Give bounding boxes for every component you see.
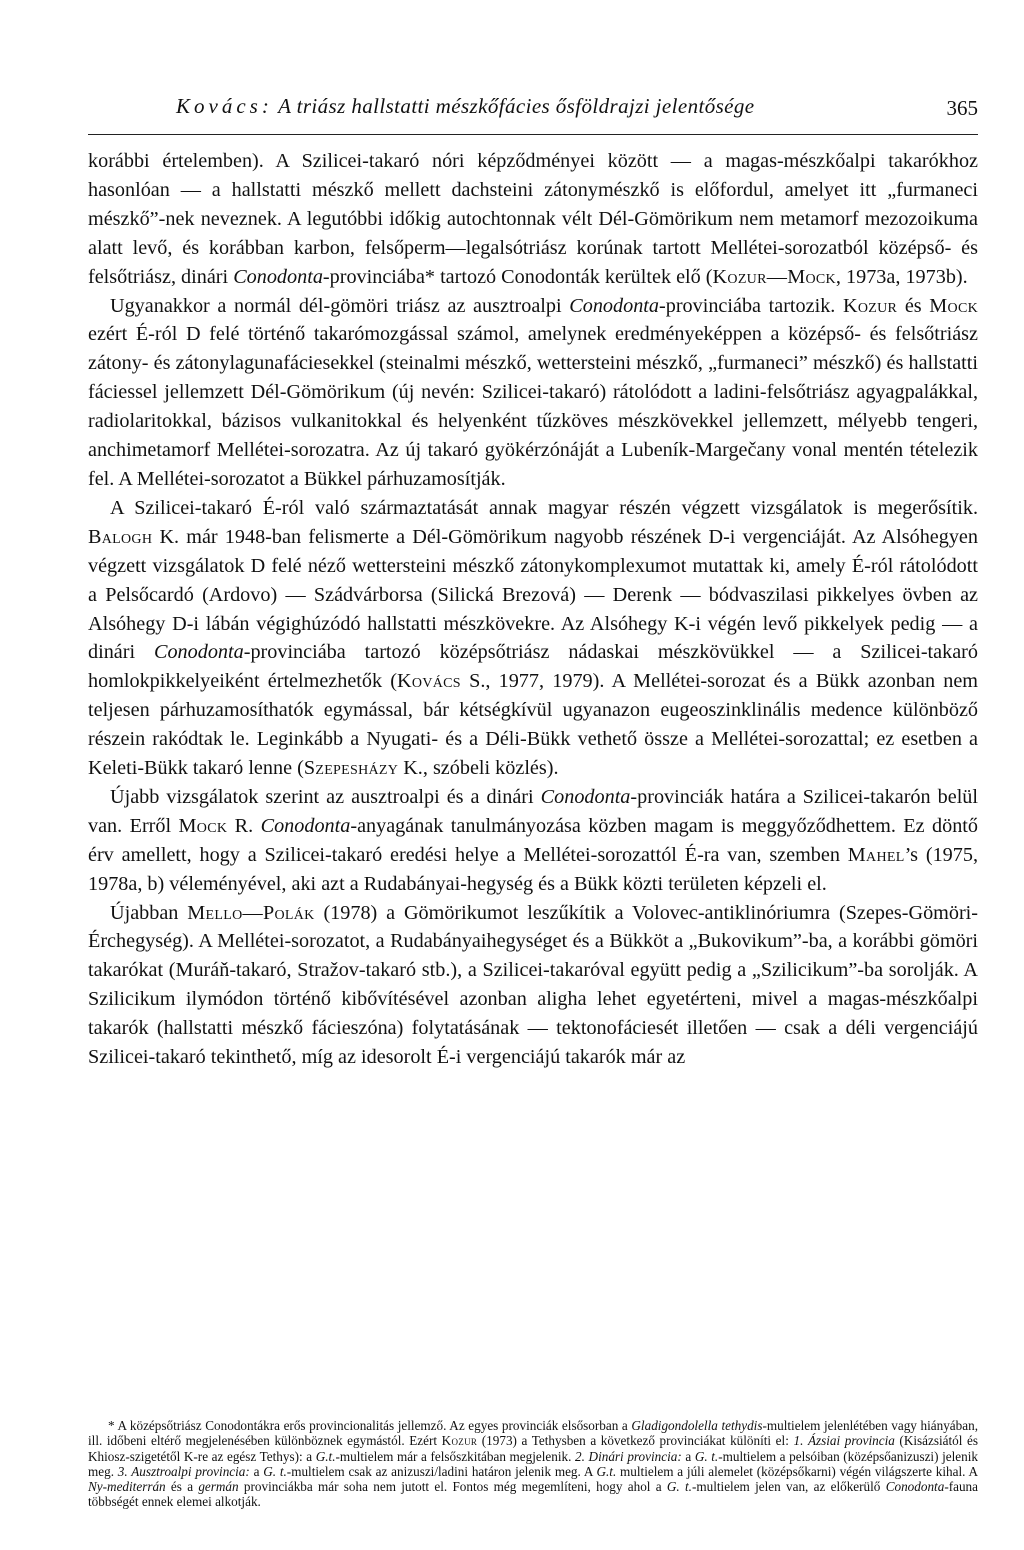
text-run: (Kisázsiától és Khiosz-szigetétől K-re az egész Tethys): a [88,1433,978,1464]
text-run: (1973) a Tethysben a következő provinciákat különíti el: [477,1433,794,1449]
author-citation: Kozur [842,294,898,317]
text-run: -multielem jelenlétében vagy hiányában, ill. időbeni eltérő megjelenésében különböznek egymástól. Ezért [88,1418,978,1449]
italic-term: G.t. [596,1463,617,1479]
text-run: és a [165,1479,199,1495]
author-citation: Kovács [397,670,461,693]
text-run: -provinciába tartozó középsőtriász nádaskai mészkövükkel — a Szilicei-takaró homlokpikkelyeiként értelmezhetők ( [88,641,978,693]
italic-term: Conodonta [260,814,351,837]
author-citation: Szepesházy [303,757,399,780]
paragraph-3 [88,494,978,783]
paragraph-4 [88,783,978,899]
paragraph-5 [88,899,978,1072]
italic-term: G.t. [315,1448,336,1464]
text-run: S., 1977, 1979). A Mellétei-sorozat és a Bükk azonban nem teljesen párhuzamosíthatók egymással, bár kétségkívül ugyanazon eugeoszinklinális medence különböző részein rakódtak le. Leginkább a Nyugati- és a Déli-Bükk vethető össze a Mellétei-sorozattal; ez esetben a Keleti-Bükk takaró lenne ( [88,670,979,780]
text-run: -provinciába* tartozó Conodonták kerültek elő ( [322,265,713,288]
text-run: R. [227,814,261,837]
text-run: -multielem csak az anizuszi/ladini határon jelenik meg. A [286,1463,597,1479]
italic-term: Conodonta [153,641,244,664]
text-run: provinciákba már soha nem jutott el. Fontos még megemlíteni, hogy ahol a [238,1479,667,1495]
italic-term: 2. Dinári provincia: [575,1448,682,1464]
paragraph-1 [88,147,978,292]
text-run: ’s (1975, 1978a, b) véleményével, aki azt a Rudabányai-hegység és a Bükk közti területen képzeli el. [88,843,978,895]
italic-term: G. t. [694,1448,719,1464]
text-run: A Szilicei-takaró É-ról való származtatását annak magyar részén végzett vizsgálatok is megerősítik. [110,496,978,519]
italic-term: Conodonta [885,1479,945,1495]
italic-term: Conodonta [540,785,631,808]
running-head-author: Kovács: [176,94,273,118]
body-text [88,147,978,1072]
author-citation: Mahel [847,843,905,866]
italic-term: 1. Ázsiai provincia [793,1433,895,1449]
page-number: 365 [946,96,978,120]
text-run: a [681,1448,695,1464]
running-head [88,92,978,135]
text-run: -multielem jelen van, az előkerülő [691,1479,886,1495]
text-run: ezért É-ról D felé történő takarómozgással számol, amelynek eredményeképpen a középső- és felsőtriász zátony- és zátonylagunafáciesekkel (steinalmi mészkő, wettersteini mészkő, „furmaneci” mészkő) és hallstatti fáciessel jellemzett Dél-Gömörikum (új nevén: Szilicei-takaró) rátolódott a ladini-felsőtriász agyagpalákkal, radiolaritokkal, bázisos vulkanitokkal és helyenként tűzköves mészkövekkel jellemzett, mélyebb tengeri, anchimetamorf Mellétei-sorozatra. Az új takaró gyökérzónáját a Lubeník-Margečany vonal mentén tételezik fel. A Mellétei-sorozatot a Bükkel párhuzamosítják. [88,323,978,490]
footnotes [88,1418,978,1510]
text-run: Ugyanakkor a normál dél-gömöri triász az ausztroalpi [110,294,570,317]
italic-term: G. t. [666,1479,692,1495]
running-head-title: A triász hallstatti mészkőfácies ősföldrajzi jelentősége [278,94,755,118]
author-citation: Kozur [441,1433,478,1449]
footnote-1 [88,1418,978,1510]
text-run: , 1973a, 1973b). [835,265,968,288]
author-citation: Mock [929,294,978,317]
text-run: multielem a júli alemelet (középsőkarni) végén világszerte kihal. A [616,1463,979,1479]
running-head-title-line [176,94,755,119]
italic-term: Conodonta [233,265,323,288]
italic-term: Ny-mediterrán [88,1479,166,1495]
text-run: -multielem már a felsőszkitában megjelenik. [335,1448,576,1464]
text-run: * A középsőtriász Conodontákra erős provincionalitás jellemző. Az egyes provinciák elsősorban a [108,1418,632,1433]
italic-term: G. t. [263,1463,287,1479]
text-run: (1978) a Gömörikumot leszűkítik a Volovec-antiklinóriumra (Szepes-Gömöri-Érchegység). A Mellétei-sorozatot, a Rudabányaihegységet és a Bükköt a „Bukovikum”-ba, a korábbi gömöri takarókat (Muráň-takaró, Stražov-takaró stb.), a Szilicei-takaróval együtt pedig a „Szilicikum”-ba sorolják. A Szilicikum ilymódon történő kibővítésével azonban aligha lehet egyetérteni, mivel a magas-mészkőalpi takarók (hallstatti mészkő fácieszóna) folytatásának — tektonofáciesét illetően — csak a déli vergenciájú Szilicei-takaró tekinthető, míg az idesorolt É-i vergenciájú takarók már az [88,901,979,1069]
italic-term: germán [198,1479,239,1495]
text-run: -provinciába tartozik. [659,294,843,317]
text-run: -multielem a pelsóiban (középsőanizuszi) jelenik meg. [88,1448,978,1479]
paragraph-2 [88,292,978,494]
author-citation: Kozur—Mock [712,265,836,288]
text-run: -fauna többségét ennek elemei alkotják. [88,1479,978,1510]
author-citation: Balogh [88,525,153,548]
text-run: -anyagának tanulmányozása közben magam is meggyőződhettem. Ez döntő érv amellett, hogy a Szilicei-takaró eredési helye a Mellétei-sorozattól É-ra van, szemben [88,814,978,866]
text-run: és [897,294,930,317]
text-run: -provinciák határa a Szilicei-takarón belül van. Erről [88,785,979,837]
italic-term: Gladigondolella tethydis [631,1418,763,1433]
text-run: Újabban [110,901,188,924]
italic-term: Conodonta [569,294,659,317]
text-run: K., szóbeli közlés). [398,757,559,780]
italic-term: 3. Ausztroalpi provincia: [117,1463,250,1479]
author-citation: Mock [178,814,228,837]
author-citation: Mello—Polák [187,901,315,924]
text-run: Újabb vizsgálatok szerint az ausztroalpi és a dinári [110,785,541,808]
text-run: korábbi értelemben). A Szilicei-takaró nóri képződményei között — a magas-mészkőalpi takarókhoz hasonlóan — a hallstatti mészkő mellett dachsteini zátonymészkő is előfordul, amelyet itt „furmaneci mészkő”-nek neveznek. A legutóbbi időkig autochtonnak vélt Dél-Gömörikum nem metamorf mezozoikuma alatt levő, és korábban karbon, felsőperm—legalsótriász korúnak tartott Mellétei-sorozatból középső- és felsőtriász, dinári [88,150,978,288]
text-run: K. már 1948-ban felismerte a Dél-Gömörikum nagyobb részének D-i vergenciáját. Az Alsóhegyen végzett vizsgálatok D felé néző wettersteini mészkő zátonykomplexumot mutattak ki, amely É-ról rátolódott a Pelsőcardó (Ardovo) — Szádvárborsa (Silická Brezová) — Derenk — bódvaszilasi pikkelyes övben az Alsóhegy D-i lábán végighúzódó hallstatti mészkövekre. Az Alsóhegy K-i végén levő pikkelyek pedig — a dinári [88,525,978,664]
text-run: a [249,1463,264,1479]
